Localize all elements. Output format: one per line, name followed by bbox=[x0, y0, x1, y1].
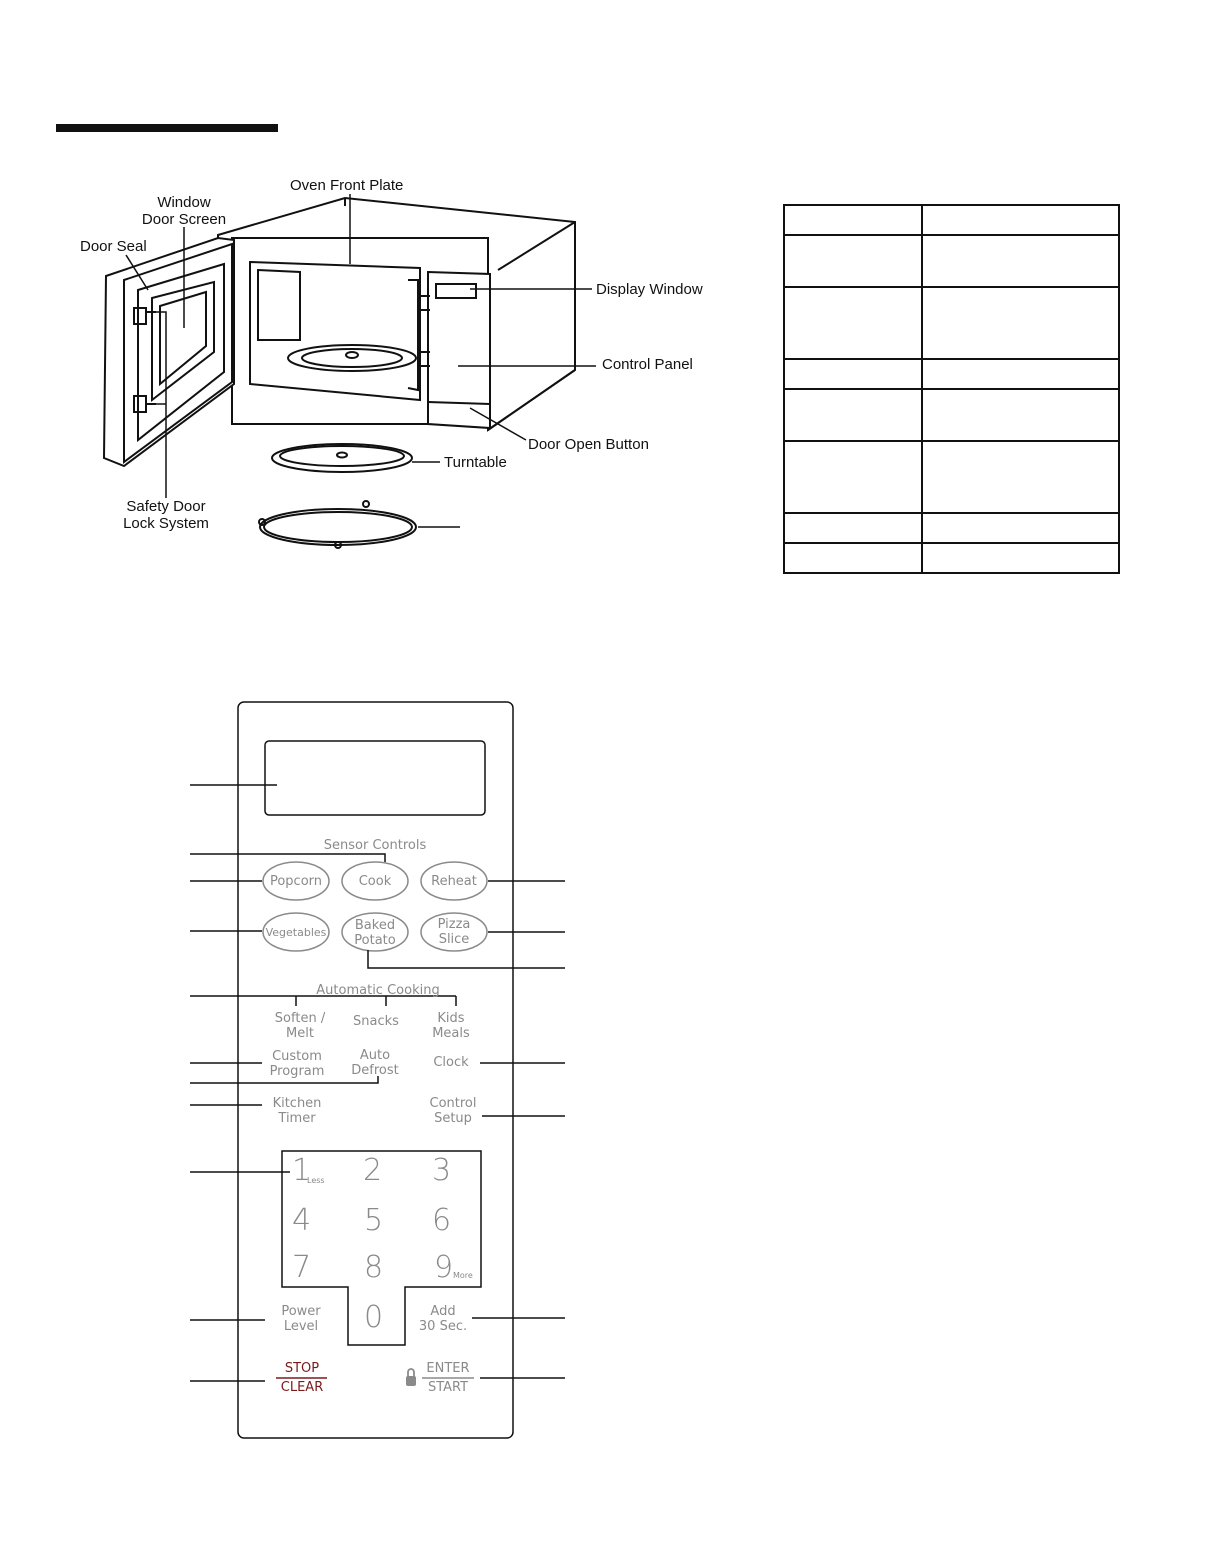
start-label[interactable]: START bbox=[427, 1380, 469, 1395]
defrost-label: Defrost bbox=[351, 1063, 399, 1078]
clock-button[interactable]: Clock bbox=[433, 1055, 469, 1070]
program-label: Program bbox=[269, 1064, 325, 1079]
vegetables-button[interactable]: Vegetables bbox=[265, 926, 327, 939]
meals-label: Meals bbox=[432, 1026, 470, 1041]
digit-7-button[interactable]: 7 bbox=[292, 1250, 312, 1285]
clear-label[interactable]: CLEAR bbox=[280, 1380, 324, 1395]
digit-1-button[interactable]: 1 bbox=[292, 1153, 312, 1188]
pizza-label: Pizza bbox=[437, 917, 471, 932]
sensor-controls-heading: Sensor Controls bbox=[323, 838, 427, 853]
soften-label: Soften / bbox=[274, 1011, 326, 1026]
automatic-cooking-heading: Automatic Cooking bbox=[316, 983, 440, 998]
add-label: Add bbox=[430, 1304, 456, 1319]
power-label: Power bbox=[281, 1304, 321, 1319]
kitchen-label: Kitchen bbox=[272, 1096, 322, 1111]
popcorn-button[interactable]: Popcorn bbox=[269, 874, 323, 889]
digit-9-button[interactable]: 9 bbox=[434, 1250, 454, 1285]
digit-5-button[interactable]: 5 bbox=[364, 1203, 384, 1238]
label-safety-door: Safety Door bbox=[126, 498, 206, 515]
setup-label: Setup bbox=[434, 1111, 472, 1126]
digit-6-button[interactable]: 6 bbox=[432, 1203, 452, 1238]
slice-label: Slice bbox=[438, 932, 470, 947]
stop-label[interactable]: STOP bbox=[284, 1361, 320, 1376]
kids-label: Kids bbox=[437, 1011, 465, 1026]
reheat-button[interactable]: Reheat bbox=[431, 874, 477, 889]
label-window: Window bbox=[157, 194, 211, 211]
digit-8-button[interactable]: 8 bbox=[364, 1250, 384, 1285]
auto-defrost-button[interactable] bbox=[342, 1048, 408, 1078]
label-display-window: Display Window bbox=[596, 281, 703, 298]
enter-label[interactable]: ENTER bbox=[426, 1361, 470, 1376]
digit-0-button[interactable]: 0 bbox=[364, 1300, 384, 1335]
less-label: Less bbox=[307, 1176, 325, 1185]
baked-potato-button[interactable] bbox=[342, 918, 408, 948]
label-door-screen: Door Screen bbox=[141, 211, 227, 228]
snacks-button[interactable]: Snacks bbox=[353, 1014, 399, 1029]
label-door-open-button: Door Open Button bbox=[528, 436, 649, 453]
kitchen-timer-button[interactable] bbox=[262, 1096, 332, 1126]
timer-label: Timer bbox=[278, 1111, 316, 1126]
power-level-button[interactable] bbox=[266, 1304, 336, 1334]
custom-program-button[interactable] bbox=[262, 1049, 332, 1079]
auto-label: Auto bbox=[359, 1048, 391, 1063]
baked-label: Baked bbox=[354, 918, 396, 933]
control-label: Control bbox=[429, 1096, 477, 1111]
soften-melt-button[interactable] bbox=[266, 1011, 334, 1041]
melt-label: Melt bbox=[286, 1026, 314, 1041]
kids-meals-button[interactable] bbox=[421, 1011, 481, 1041]
control-setup-button[interactable] bbox=[418, 1096, 488, 1126]
level-label: Level bbox=[283, 1319, 319, 1334]
more-label: More bbox=[453, 1271, 473, 1280]
panel-display bbox=[265, 741, 485, 815]
cook-button[interactable]: Cook bbox=[358, 874, 392, 889]
custom-label: Custom bbox=[272, 1049, 322, 1064]
label-turntable: Turntable bbox=[444, 454, 507, 471]
thirty-sec-label: 30 Sec. bbox=[418, 1319, 468, 1334]
potato-label: Potato bbox=[354, 933, 396, 948]
label-lock-system: Lock System bbox=[123, 515, 209, 532]
label-oven-front-plate: Oven Front Plate bbox=[290, 177, 404, 194]
label-control-panel: Control Panel bbox=[602, 356, 693, 373]
add-30-sec-button[interactable] bbox=[408, 1304, 478, 1334]
label-door-seal: Door Seal bbox=[80, 238, 147, 255]
pizza-slice-button[interactable] bbox=[421, 917, 487, 947]
digit-2-button[interactable]: 2 bbox=[363, 1153, 383, 1188]
digit-4-button[interactable]: 4 bbox=[292, 1203, 312, 1238]
digit-3-button[interactable]: 3 bbox=[432, 1153, 452, 1188]
